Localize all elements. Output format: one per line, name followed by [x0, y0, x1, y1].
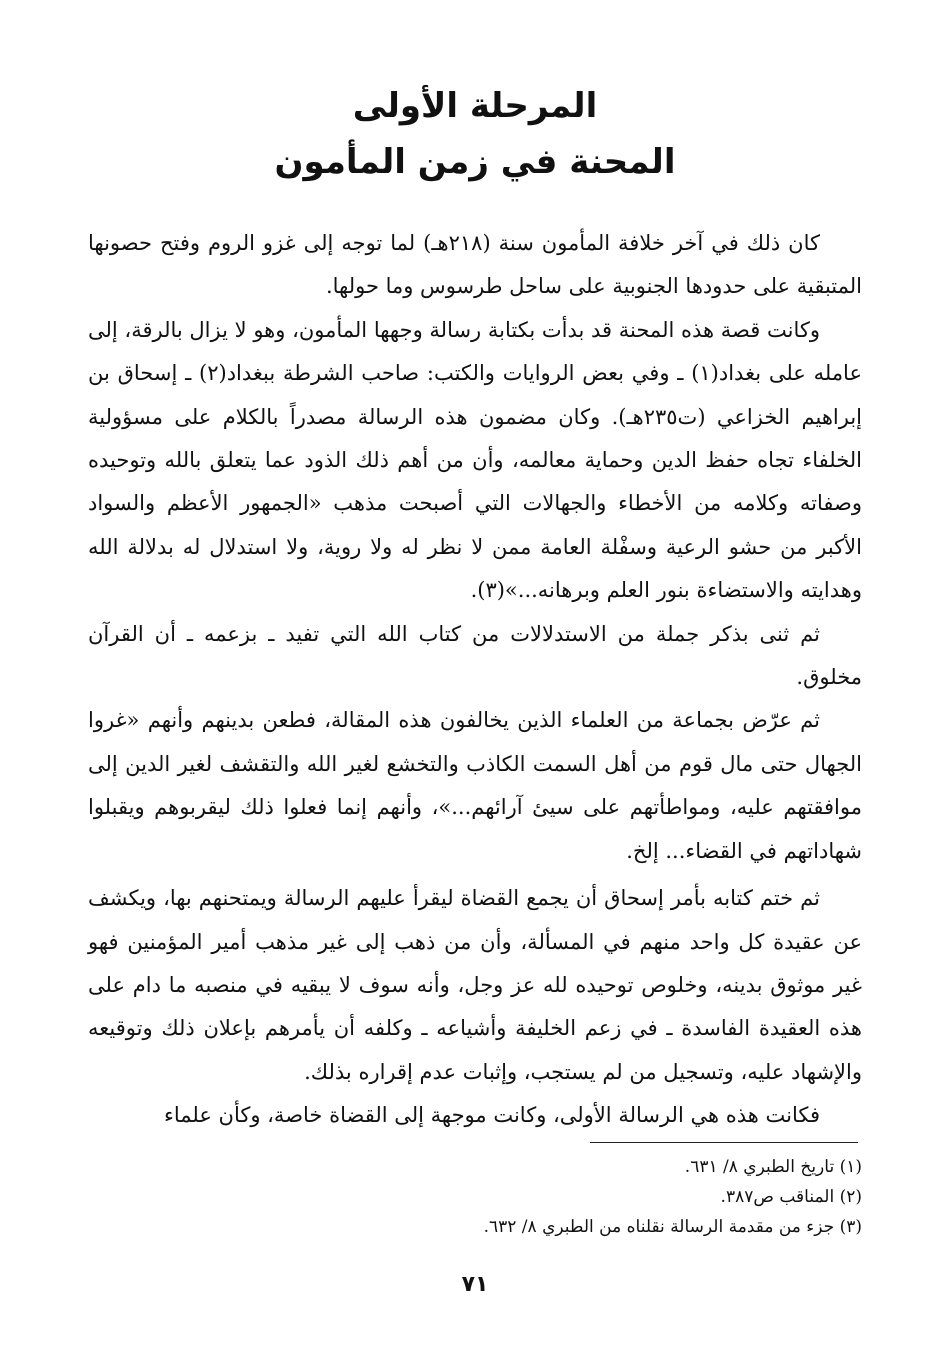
- paragraph-5: ثم ختم كتابه بأمر إسحاق أن يجمع القضاة ليقرأ عليهم الرسالة ويمتحنهم بها، ويكشف عن عقيدة كل واحد منهم في المسألة، وأن من ذهب إلى غير مذهب أمير المؤمنين فهو غير موثوق بدينه، وخلوص توحيده لله عز وجل، وأنه سوف لا يبقيه في منصبه ما دام على هذه العقيدة الفاسدة ـ في زعم الخليفة وأشياعه ـ وكلفه أن يأمرهم بإعلان ذلك وتوقيعه والإشهاد عليه، وتسجيل من لم يستجب، وإثبات عدم إقراره بذلك.: [88, 886, 862, 1084]
- paragraph-6: فكانت هذه هي الرسالة الأولى، وكانت موجهة إلى القضاة خاصة، وكأن علماء: [163, 1103, 820, 1128]
- paragraph-1: كان ذلك في آخر خلافة المأمون سنة (٢١٨هـ) لما توجه إلى غزو الروم وفتح حصونها المتبقية على حدودها الجنوبية على ساحل طرسوس وما حولها.: [88, 231, 862, 299]
- footnote-3: (٣) جزء من مقدمة الرسالة نقلناه من الطبري ٨/ ٦٣٢.: [483, 1217, 862, 1237]
- footnote-1: (١) تاريخ الطبري ٨/ ٦٣١.: [684, 1157, 862, 1177]
- paragraph-3: ثم ثنى بذكر جملة من الاستدلالات من كتاب الله التي تفيد ـ بزعمه ـ أن القرآن مخلوق.: [88, 621, 862, 690]
- footnotes: [88, 1152, 862, 1242]
- page-number: ٧١: [461, 1272, 489, 1297]
- footnote-divider: [590, 1142, 858, 1143]
- paragraph-4: ثم عرّض بجماعة من العلماء الذين يخالفون هذه المقالة، فطعن بدينهم وأنهم «غروا الجهال حتى مال قوم من أهل السمت الكاذب والتخشع لغير الله والتقشف لغير الدين إلى موافقتهم عليه، ومواطأتهم على سيئ آرائهم...»، وأنهم إنما فعلوا ذلك ليقربوهم ويقبلوا شهاداتهم في القضاء... إلخ.: [88, 708, 862, 863]
- paragraph-2: وكانت قصة هذه المحنة قد بدأت بكتابة رسالة وجهها المأمون، وهو لا يزال بالرقة، إلى عامله على بغداد(١) ـ وفي بعض الروايات والكتب: صاحب الشرطة ببغداد(٢) ـ إسحاق بن إبراهيم الخزاعي (ت٢٣٥هـ). وكان مضمون هذه الرسالة مصدراً بالكلام على مسؤولية الخلفاء تجاه حفظ الدين وحماية معالمه، وأن من أهم ذلك الذود عما يتعلق بالله وتوحيده وصفاته وكلامه من الأخطاء والجهالات التي أصبحت مذهب «الجمهور الأعظم والسواد الأكبر من حشو الرعية وسفْلة العامة ممن لا نظر له ولا روية، ولا استدلال له بدلالة الله وهدايته والاستضاءة بنور العلم وبرهانه...»(٣).: [88, 317, 862, 603]
- body-text: [88, 222, 862, 1138]
- footnote-2: (٢) المناقب ص٣٨٧.: [720, 1187, 862, 1207]
- chapter-subtitle: المحنة في زمن المأمون: [274, 142, 676, 182]
- chapter-title: المرحلة الأولى: [352, 86, 598, 126]
